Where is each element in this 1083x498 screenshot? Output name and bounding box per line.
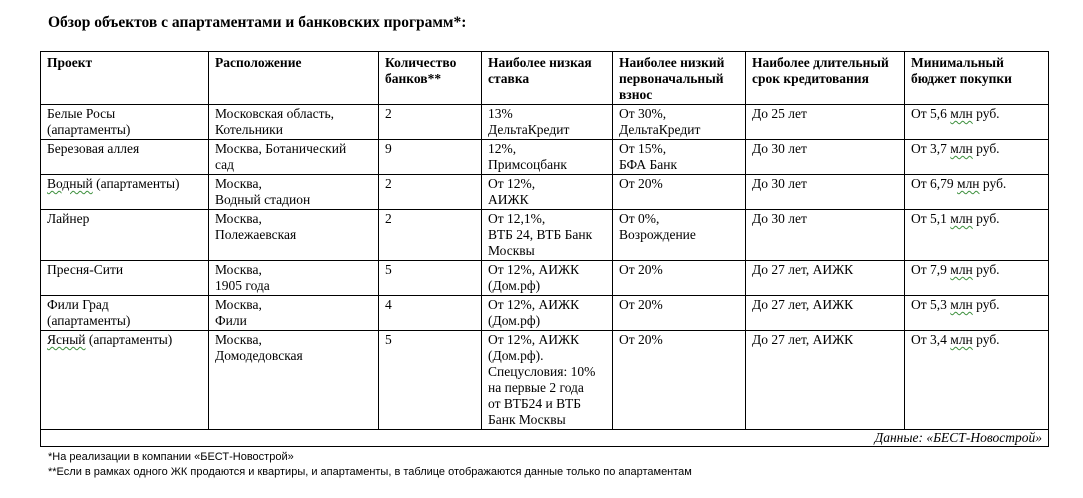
header-banks-count: Количество банков** [379,52,482,105]
cell-down-payment [613,140,746,175]
cell-budget [905,175,1049,210]
down-payment-line: От 30%, [619,106,667,121]
budget-currency: руб. [976,141,1000,156]
table-row [41,140,1049,175]
down-payment-line: От 20% [619,332,663,347]
cell-project [41,210,209,261]
cell-location [209,175,379,210]
budget-unit: млн [950,211,973,226]
banks-count: 2 [385,211,392,226]
table-row [41,175,1049,210]
rate-line: От 12%, [488,176,536,191]
cell-rate [482,105,613,140]
apartments-table [40,51,1049,447]
budget-currency: руб. [976,211,1000,226]
location-line: 1905 года [215,278,270,293]
footnote-1: *На реализации в компании «БЕСТ-Новострой» [48,451,294,463]
banks-count: 5 [385,262,392,277]
rate-line: 13% [488,106,513,121]
budget-amount: От 5,3 [911,297,947,312]
cell-rate [482,210,613,261]
banks-count: 4 [385,297,392,312]
rate-line: От 12%, АИЖК [488,262,580,277]
header-lowest-down-payment: Наиболее низкий первоначальный взнос [613,52,746,105]
cell-location [209,261,379,296]
budget-unit: млн [950,262,973,277]
footnotes [48,450,692,480]
project-name: Ясный [47,332,86,347]
down-payment-line: От 0%, [619,211,660,226]
cell-budget [905,210,1049,261]
location-line: Москва, Ботанический [215,141,347,156]
budget-currency: руб. [982,176,1007,191]
project-suffix: (апартаменты) [85,332,173,347]
rate-line: 12%, [488,141,517,156]
source-note: Данные: «БЕСТ-Новострой» [41,430,1049,447]
cell-rate [482,261,613,296]
source-row [41,430,1049,447]
header-lowest-rate: Наиболее низкая ставка [482,52,613,105]
term-value: До 27 лет, АИЖК [752,297,854,312]
cell-budget [905,140,1049,175]
down-payment-line: От 20% [619,262,663,277]
rate-line: Банк Москвы [488,412,566,427]
cell-budget [905,296,1049,331]
location-line: Москва, [215,176,262,191]
header-project: Проект [41,52,209,105]
term-value: До 30 лет [752,141,807,156]
down-payment-line: От 20% [619,297,663,312]
cell-project [41,140,209,175]
budget-amount: От 7,9 [911,262,947,277]
header-longest-term: Наиболее длительный срок кредитования [746,52,905,105]
rate-line: (Дом.рф). [488,348,544,363]
rate-line: Спецусловия: 10% [488,364,596,379]
location-line: Московская область, [215,106,335,121]
location-line: Фили [215,313,247,328]
cell-rate [482,140,613,175]
table-row [41,331,1049,430]
project-suffix: (апартаменты) [47,313,131,328]
cell-down-payment [613,105,746,140]
project-name: Березовая аллея [47,141,140,156]
location-line: сад [215,157,235,172]
cell-budget [905,105,1049,140]
cell-banks [379,296,482,331]
cell-budget [905,261,1049,296]
rate-line: на первые 2 года [488,380,584,395]
cell-term [746,175,905,210]
down-payment-line: От 15%, [619,141,667,156]
banks-count: 5 [385,332,392,347]
location-line: Москва, [215,297,262,312]
cell-down-payment [613,175,746,210]
project-name: Белые Росы [47,106,116,121]
location-line: Полежаевская [215,227,297,242]
budget-amount: От 3,4 [911,332,947,347]
cell-budget [905,331,1049,430]
budget-amount: От 6,79 [911,176,954,191]
cell-down-payment [613,296,746,331]
footnote-2: **Если в рамках одного ЖК продаются и квартиры, и апартаменты, в таблице отображаются данные только по апартаментам [48,466,692,478]
cell-rate [482,331,613,430]
cell-banks [379,261,482,296]
table-row [41,105,1049,140]
rate-line: ВТБ 24, ВТБ Банк [488,227,593,242]
cell-project [41,105,209,140]
cell-term [746,140,905,175]
budget-amount: От 3,7 [911,141,947,156]
location-line: Москва, [215,262,262,277]
rate-line: от ВТБ24 и ВТБ [488,396,581,411]
location-line: Котельники [215,122,283,137]
rate-line: От 12%, АИЖК [488,332,580,347]
budget-unit: млн [950,106,973,121]
project-name: Водный [47,176,93,191]
down-payment-line: От 20% [619,176,663,191]
budget-amount: От 5,6 [911,106,947,121]
cell-banks [379,331,482,430]
rate-line: Примсоцбанк [488,157,567,172]
cell-down-payment [613,331,746,430]
banks-count: 2 [385,106,392,121]
term-value: До 30 лет [752,176,807,191]
rate-line: Москвы [488,243,535,258]
down-payment-line: БФА Банк [619,157,678,172]
down-payment-line: ДельтаКредит [619,122,701,137]
rate-line: (Дом.рф) [488,278,541,293]
budget-currency: руб. [976,262,1000,277]
cell-project [41,331,209,430]
rate-line: (Дом.рф) [488,313,541,328]
budget-unit: млн [950,141,973,156]
rate-line: От 12,1%, [488,211,546,226]
banks-count: 2 [385,176,392,191]
location-line: Водный стадион [215,192,311,207]
header-min-budget: Минимальный бюджет покупки [905,52,1049,105]
cell-down-payment [613,261,746,296]
project-suffix: (апартаменты) [47,122,131,137]
cell-down-payment [613,210,746,261]
header-location: Расположение [209,52,379,105]
budget-amount: От 5,1 [911,211,947,226]
rate-line: АИЖК [488,192,529,207]
cell-location [209,296,379,331]
project-name: Лайнер [47,211,90,226]
down-payment-line: Возрождение [619,227,696,242]
cell-term [746,261,905,296]
budget-unit: млн [957,176,980,191]
document-title: Обзор объектов с апартаментами и банковских программ*: [48,14,467,31]
table-header-row [41,52,1049,105]
cell-banks [379,175,482,210]
cell-project [41,261,209,296]
cell-term [746,296,905,331]
term-value: До 27 лет, АИЖК [752,332,854,347]
budget-currency: руб. [976,106,1000,121]
table-row [41,261,1049,296]
table-row [41,296,1049,331]
cell-location [209,105,379,140]
cell-term [746,105,905,140]
term-value: До 27 лет, АИЖК [752,262,854,277]
budget-currency: руб. [976,332,1000,347]
cell-rate [482,296,613,331]
location-line: Москва, [215,332,262,347]
rate-line: ДельтаКредит [488,122,570,137]
project-name: Пресня-Сити [47,262,124,277]
project-name: Фили Град [47,297,109,312]
cell-banks [379,140,482,175]
cell-term [746,331,905,430]
banks-count: 9 [385,141,392,156]
cell-project [41,175,209,210]
term-value: До 25 лет [752,106,807,121]
cell-term [746,210,905,261]
cell-location [209,140,379,175]
project-suffix: (апартаменты) [92,176,180,191]
cell-location [209,210,379,261]
location-line: Москва, [215,211,262,226]
rate-line: От 12%, АИЖК [488,297,580,312]
location-line: Домодедовская [215,348,303,363]
cell-banks [379,210,482,261]
budget-unit: млн [950,297,973,312]
budget-currency: руб. [976,297,1000,312]
table-row [41,210,1049,261]
cell-project [41,296,209,331]
budget-unit: млн [950,332,973,347]
term-value: До 30 лет [752,211,807,226]
cell-rate [482,175,613,210]
cell-banks [379,105,482,140]
cell-location [209,331,379,430]
